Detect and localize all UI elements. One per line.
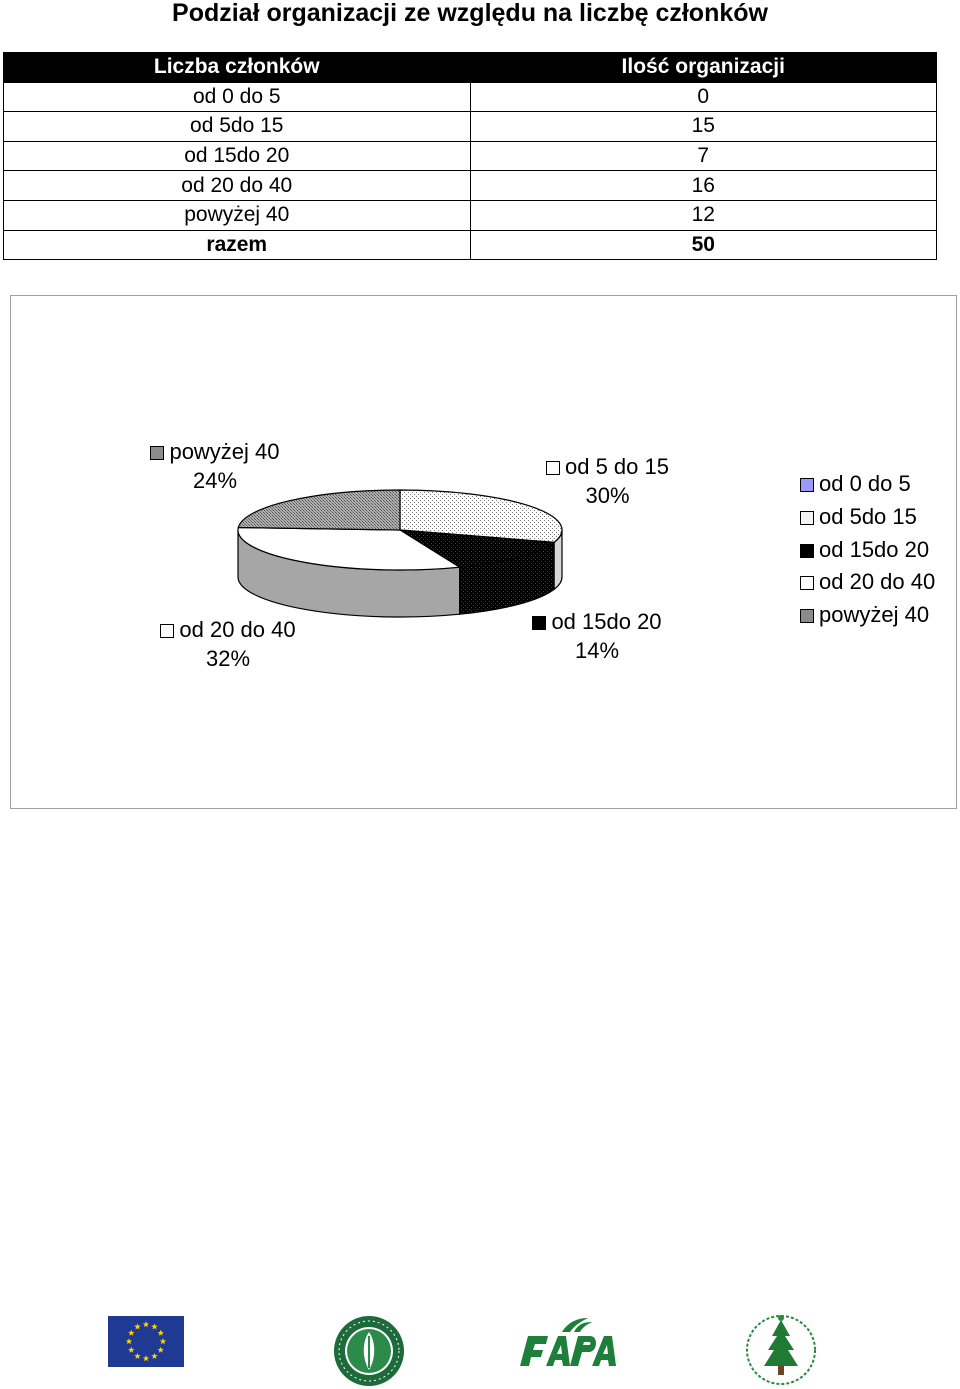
slice-label-od-5-do-15: od 5 do 15 30%: [540, 452, 675, 510]
legend-item: od 20 do 40: [800, 568, 935, 601]
lgd-bory-tucholskie-logo: [742, 1310, 820, 1389]
pie-slice-powyzej-40: [238, 490, 400, 530]
legend-item: od 15do 20: [800, 536, 935, 569]
table-total-value: 50: [470, 230, 937, 260]
footer-logos: [0, 1300, 960, 1389]
slice-label-swatch: [546, 461, 560, 475]
legend-item: od 5do 15: [800, 503, 935, 536]
table-cell-range: od 20 do 40: [4, 171, 471, 201]
header-member-count: Liczba członków: [4, 53, 471, 83]
legend-item: od 0 do 5: [800, 470, 935, 503]
table-cell-range: powyżej 40: [4, 200, 471, 230]
slice-label-powyzej-40: powyżej 40 24%: [145, 437, 285, 495]
table-cell-count: 0: [470, 82, 937, 112]
slice-label-od-20-do-40: od 20 do 40 32%: [153, 615, 303, 673]
table-cell-range: od 5do 15: [4, 112, 471, 142]
legend-swatch: [800, 576, 814, 590]
legend-swatch: [800, 478, 814, 492]
legend-swatch: [800, 544, 814, 558]
slice-label-swatch: [160, 624, 174, 638]
ministry-agriculture-seal-logo: [332, 1314, 406, 1388]
table-total-label: razem: [4, 230, 471, 260]
slice-label-swatch: [150, 446, 164, 460]
slice-label-od-15do-20: od 15do 20 14%: [527, 607, 667, 665]
fapa-logo: [518, 1314, 620, 1370]
table-cell-count: 16: [470, 171, 937, 201]
legend-swatch: [800, 609, 814, 623]
header-organization-count: Ilość organizacji: [470, 53, 937, 83]
table-cell-range: od 0 do 5: [4, 82, 471, 112]
table-cell-count: 12: [470, 200, 937, 230]
chart-legend: [800, 470, 935, 634]
table-cell-count: 7: [470, 141, 937, 171]
eu-flag-logo: [108, 1316, 184, 1367]
page-title: Podział organizacji ze względu na liczbę członków: [172, 0, 768, 27]
legend-item: powyżej 40: [800, 601, 935, 634]
legend-swatch: [800, 511, 814, 525]
table-cell-range: od 15do 20: [4, 141, 471, 171]
table-cell-count: 15: [470, 112, 937, 142]
slice-label-swatch: [532, 616, 546, 630]
